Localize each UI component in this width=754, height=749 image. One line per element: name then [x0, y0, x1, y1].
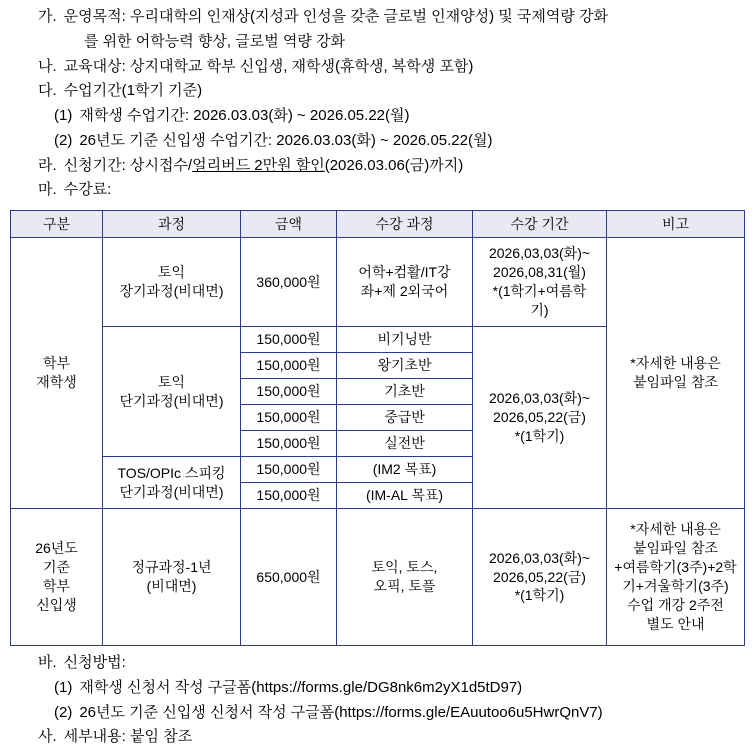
- cell-course-toeic-long: 토익 장기과정(비대면): [103, 238, 241, 327]
- column-header-gubun: 구분: [11, 211, 103, 238]
- cell-amount-toeic-long: 360,000원: [241, 238, 337, 327]
- cell-amount: 150,000원: [241, 457, 337, 483]
- paragraph-text: 26년도 기준 신입생 수업기간: 2026.03.03(화) ~ 2026.05.22(월): [79, 131, 493, 149]
- column-header-take-course: 수강 과정: [337, 211, 473, 238]
- paragraph-marker: (2): [54, 703, 73, 721]
- application-period-suffix: (2026.03.06(금)까지): [324, 156, 464, 174]
- paragraph-marker: 나.: [38, 57, 57, 75]
- paragraph-ba-sub-2: [10, 702, 744, 724]
- cell-amount: 150,000원: [241, 405, 337, 431]
- paragraph-da-sub-1: [10, 105, 744, 127]
- table-header-row: [11, 211, 745, 238]
- cell-take-toeic-long: 어학+컴활/IT강 좌+제 2외국어: [337, 238, 473, 327]
- paragraph-text: 세부내용: 붙임 참조: [63, 728, 193, 746]
- early-bird-discount-text: 얼리버드 2만원 할인: [192, 156, 325, 174]
- cell-note-undergrad-new: *자세한 내용은 붙임파일 참조 +여름학기(3주)+2학 기+겨울학기(3주) 수업 개강 2주전 별도 안내: [607, 509, 745, 646]
- paragraph-marker: 사.: [38, 728, 57, 746]
- column-header-period: 수강 기간: [473, 211, 607, 238]
- paragraph-ra: [10, 155, 744, 177]
- cell-take-regular-1year: 토익, 토스, 오픽, 토플: [337, 509, 473, 646]
- paragraph-ga-continuation: [10, 31, 744, 53]
- paragraph-marker: 바.: [38, 654, 57, 671]
- paragraph-ma: [10, 179, 744, 201]
- cell-amount-regular-1year: 650,000원: [241, 509, 337, 646]
- paragraph-marker: (2): [54, 131, 73, 149]
- google-form-link-new-students[interactable]: 26년도 기준 신입생 신청서 작성 구글폼(https://forms.gle/EAuutoo6u5HwrQnV7): [79, 703, 603, 721]
- tuition-fee-table: [10, 210, 745, 646]
- cell-take-course: 비기닝반: [337, 327, 473, 353]
- cell-course-speaking-short: TOS/OPIc 스피킹 단기과정(비대면): [103, 457, 241, 509]
- cell-period-short: 2026,03,03(화)~ 2026,05,22(금) *(1학기): [473, 327, 607, 509]
- paragraph-marker: 다.: [38, 82, 57, 100]
- cell-period-regular-1year: 2026,03,03(화)~ 2026,05,22(금) *(1학기): [473, 509, 607, 646]
- paragraph-ga: [10, 6, 744, 28]
- cell-period-toeic-long: 2026,03,03(화)~ 2026,08,31(월) *(1학기+여름학 기): [473, 238, 607, 327]
- column-header-note: 비고: [607, 211, 745, 238]
- column-header-amount: 금액: [241, 211, 337, 238]
- paragraph-sa: [10, 726, 744, 748]
- paragraph-text: 교육대상: 상지대학교 학부 신입생, 재학생(휴학생, 복학생 포함): [63, 57, 474, 75]
- footer-section: [10, 652, 744, 748]
- cell-amount: 150,000원: [241, 483, 337, 509]
- cell-gubun-undergrad-new: 26년도 기준 학부 신입생: [11, 509, 103, 646]
- paragraph-text: [64, 155, 744, 177]
- cell-amount: 150,000원: [241, 327, 337, 353]
- cell-take-course: (IM2 목표): [337, 457, 473, 483]
- application-period-prefix: 신청기간: 상시접수/: [63, 156, 193, 174]
- paragraph-da: [10, 80, 744, 102]
- cell-take-course: 실전반: [337, 431, 473, 457]
- cell-note-undergrad-current: *자세한 내용은 붙임파일 참조: [607, 238, 745, 509]
- cell-take-course: 중급반: [337, 405, 473, 431]
- cell-take-course: 왕기초반: [337, 353, 473, 379]
- cell-gubun-undergrad-current: 학부 재학생: [11, 238, 103, 509]
- paragraph-marker: (1): [54, 678, 73, 696]
- cell-amount: 150,000원: [241, 353, 337, 379]
- cell-amount: 150,000원: [241, 379, 337, 405]
- table-row: [11, 509, 745, 646]
- paragraph-marker: (1): [54, 107, 73, 124]
- cell-amount: 150,000원: [241, 431, 337, 457]
- paragraph-marker: 마.: [38, 181, 57, 199]
- cell-course-regular-1year: 정규과정-1년 (비대면): [103, 509, 241, 646]
- paragraph-text: 를 위한 어학능력 향상, 글로벌 역량 강화: [84, 32, 346, 50]
- paragraph-text: 운영목적: 우리대학의 인재상(지성과 인성을 갖춘 글로벌 인재양성) 및 국제역량 강화: [63, 8, 609, 25]
- column-header-course: 과정: [103, 211, 241, 238]
- paragraph-ba-sub-1: [10, 677, 744, 699]
- paragraph-da-sub-2: [10, 130, 744, 152]
- paragraph-marker: 라.: [38, 156, 57, 174]
- paragraph-marker: 가.: [38, 8, 57, 25]
- cell-take-course: 기초반: [337, 379, 473, 405]
- paragraph-text: 수업기간(1학기 기준): [63, 82, 203, 100]
- paragraph-text: 신청방법:: [63, 654, 126, 671]
- cell-take-course: (IM-AL 목표): [337, 483, 473, 509]
- cell-course-toeic-short: 토익 단기과정(비대면): [103, 327, 241, 457]
- paragraph-text: 수강료:: [63, 181, 112, 199]
- paragraph-ba: [10, 652, 744, 674]
- table-row: [11, 238, 745, 327]
- paragraph-na: [10, 56, 744, 78]
- google-form-link-current-students[interactable]: 재학생 신청서 작성 구글폼(https://forms.gle/DG8nk6m2yX1d5tD97): [79, 678, 523, 696]
- paragraph-text: 재학생 수업기간: 2026.03.03(화) ~ 2026.05.22(월): [79, 107, 410, 124]
